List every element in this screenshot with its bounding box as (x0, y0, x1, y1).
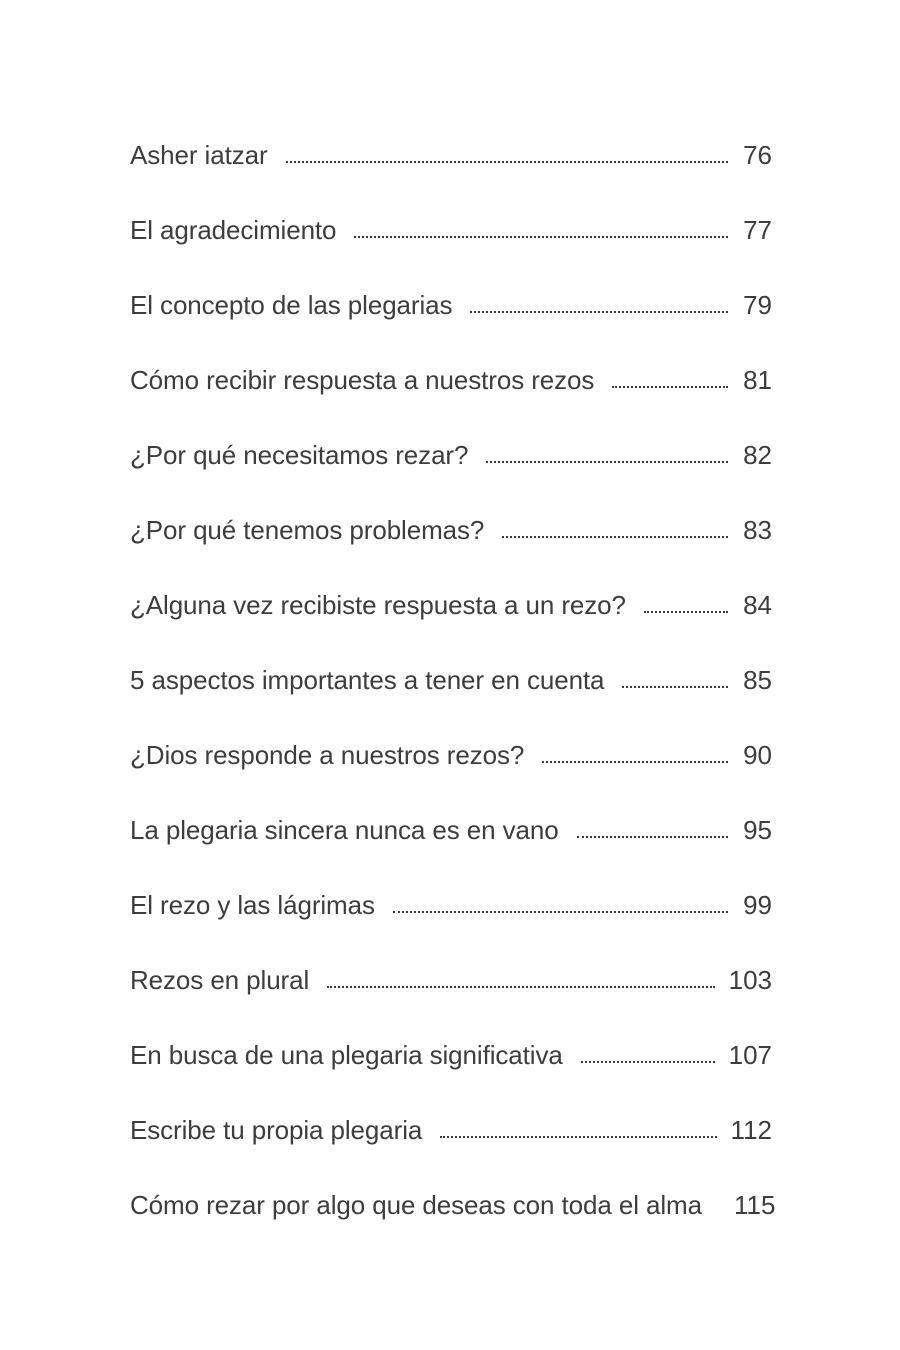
toc-entry[interactable] (130, 515, 772, 590)
toc-entry-page: 83 (743, 515, 772, 545)
toc-entry-title: ¿Por qué necesitamos rezar? (130, 440, 469, 470)
dot-leader (286, 159, 728, 163)
toc-entry-page: 103 (728, 965, 772, 995)
toc-entry-page: 76 (743, 140, 772, 170)
toc-entry[interactable] (130, 1190, 776, 1265)
toc-entry[interactable] (130, 1115, 772, 1190)
dot-leader (486, 459, 728, 463)
dot-leader (612, 384, 728, 388)
toc-entry-title: Escribe tu propia plegaria (130, 1115, 423, 1145)
toc-entry-title: ¿Dios responde a nuestros rezos? (130, 740, 525, 770)
toc-entry[interactable] (130, 590, 772, 665)
toc-entry-title: ¿Alguna vez recibiste respuesta a un rezo? (130, 590, 626, 620)
toc-entry-title: Asher iatzar (130, 140, 268, 170)
toc-entry-page: 84 (743, 590, 772, 620)
toc-entry[interactable] (130, 365, 772, 440)
dot-leader (502, 534, 728, 538)
toc-entry-title: El rezo y las lágrimas (130, 890, 375, 920)
toc-entry-page: 99 (743, 890, 772, 920)
table-of-contents (130, 140, 776, 1265)
dot-leader (327, 984, 714, 988)
toc-entry-page: 85 (743, 665, 772, 695)
toc-entry[interactable] (130, 1040, 772, 1115)
toc-entry-page: 95 (743, 815, 772, 845)
toc-entry[interactable] (130, 965, 772, 1040)
toc-entry[interactable] (130, 140, 772, 215)
dot-leader (354, 234, 728, 238)
dot-leader (542, 759, 728, 763)
toc-entry[interactable] (130, 815, 772, 890)
toc-entry-page: 90 (743, 740, 772, 770)
dot-leader (644, 609, 728, 613)
toc-entry-page: 115 (733, 1190, 776, 1220)
toc-entry[interactable] (130, 290, 772, 365)
toc-entry[interactable] (130, 890, 772, 965)
toc-entry-page: 107 (728, 1040, 772, 1070)
toc-entry-title: 5 aspectos importantes a tener en cuenta (130, 665, 605, 695)
toc-entry[interactable] (130, 665, 772, 740)
toc-entry-title: La plegaria sincera nunca es en vano (130, 815, 559, 845)
toc-entry-title: El concepto de las plegarias (130, 290, 453, 320)
toc-entry-title: ¿Por qué tenemos problemas? (130, 515, 485, 545)
dot-leader (577, 834, 728, 838)
toc-entry-title: Rezos en plural (130, 965, 310, 995)
dot-leader (581, 1059, 715, 1063)
toc-entry-page: 77 (743, 215, 772, 245)
toc-entry[interactable] (130, 740, 772, 815)
dot-leader (622, 684, 728, 688)
toc-entry-title: En busca de una plegaria significativa (130, 1040, 563, 1070)
toc-entry-title: El agradecimiento (130, 215, 337, 245)
dot-leader (440, 1134, 716, 1138)
toc-entry-page: 79 (743, 290, 772, 320)
dot-leader (470, 309, 728, 313)
toc-entry-title: Cómo rezar por algo que deseas con toda el alma (130, 1190, 702, 1220)
toc-entry[interactable] (130, 440, 772, 515)
toc-entry[interactable] (130, 215, 772, 290)
toc-entry-page: 82 (743, 440, 772, 470)
toc-entry-page: 81 (743, 365, 772, 395)
toc-entry-title: Cómo recibir respuesta a nuestros rezos (130, 365, 595, 395)
dot-leader (393, 909, 728, 913)
toc-entry-page: 112 (730, 1115, 772, 1145)
